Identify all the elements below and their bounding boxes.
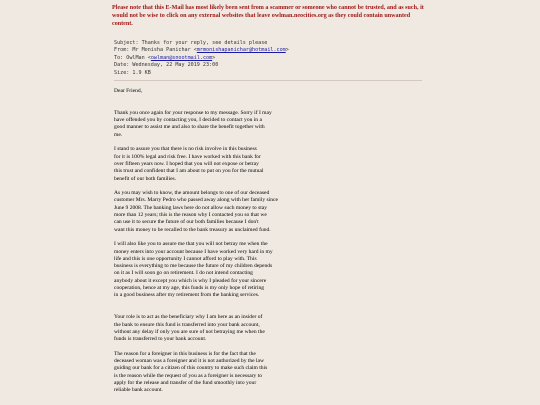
scam-warning: Please note that this E-Mail has most likely been sent from a scammer or someone who cannot be trusted, and as such, it would not be wise to click on any external websites that leave owlman.neocities.org as they could contain unwanted content. xyxy=(112,5,424,28)
email-headers xyxy=(114,40,289,77)
body-paragraph-4: I will also like you to assure me that you will not betray me when the money enters into your account because I have worked very hard in my life and this is one opportunity I cannot afford to play with. This business is everything to me because the future of my children depends on it as I will soon go on retirement. I do not intend contacting anybody about it except you which is why I pleaded for your sincere cooperation, hence at my age, this funds is my only hope of retiring in a good business after my retirement from the banking services. xyxy=(114,241,273,299)
size-line: Size: 1.9 KB xyxy=(114,69,151,76)
body-paragraph-1: Thank you once again for your response to my message. Sorry if I may have offended you by contacting you, I decided to contact you in a good manner to assist me and also to share the benefit together with me. xyxy=(114,109,272,138)
body-paragraph-3: As you may wish to know, the amount belongs to one of our deceased customer Mrs. Marry Pedro who passed away along with her family since June 9 2008. The banking laws here do not allow such money to stay more than 12 years; this is the reason why I contacted you so that we can use it to secure the future of our both families because I don't want this money to be recalled to the bank treasury as unclaimed fund. xyxy=(114,190,278,233)
body-paragraph-5: Your role is to act as the beneficiary why I am here as an insider of the bank to ensure this fund is transferred into your bank account, without any delay if only you are sure of not betraying me when the funds is transferred to your bank account. xyxy=(114,314,265,343)
subject-line: Subject: Thanks for your reply, see details please xyxy=(114,40,268,46)
header-divider xyxy=(114,80,422,81)
from-line: From: Mr Monisha Panichar <mrmonishapanichar@hotmail.com> xyxy=(114,47,289,54)
greeting: Dear Friend, xyxy=(114,88,143,94)
recipient-email-link[interactable]: owlman@snootmail.com xyxy=(150,54,213,61)
sender-email-link[interactable]: mrmonishapanichar@hotmail.com xyxy=(196,47,286,54)
body-paragraph-6: The reason for a foreigner in this business is for the fact that the deceased woman was a foreigner and it is not authorized by the law guiding our bank for a citizen of this country to make such claim this is the reason while the request of you as a foreigner is necessary to apply for the release and transfer of the fund smoothly into your reliable bank account. xyxy=(114,350,268,394)
date-line: Date: Wednesday, 22 May 2019 23:00 xyxy=(114,62,219,69)
email-body xyxy=(114,88,434,394)
body-paragraph-2: I stand to assure you that there is no risk involve in this business for it is 100% legal and risk free. I have worked with this bank for over fifteen years now. I hoped that you will not expose or betray this trust and confident that I am about to put on you for the mutual benefit of our both families. xyxy=(114,146,264,182)
to-line: To: OwlMan <owlman@snootmail.com> xyxy=(114,54,216,61)
